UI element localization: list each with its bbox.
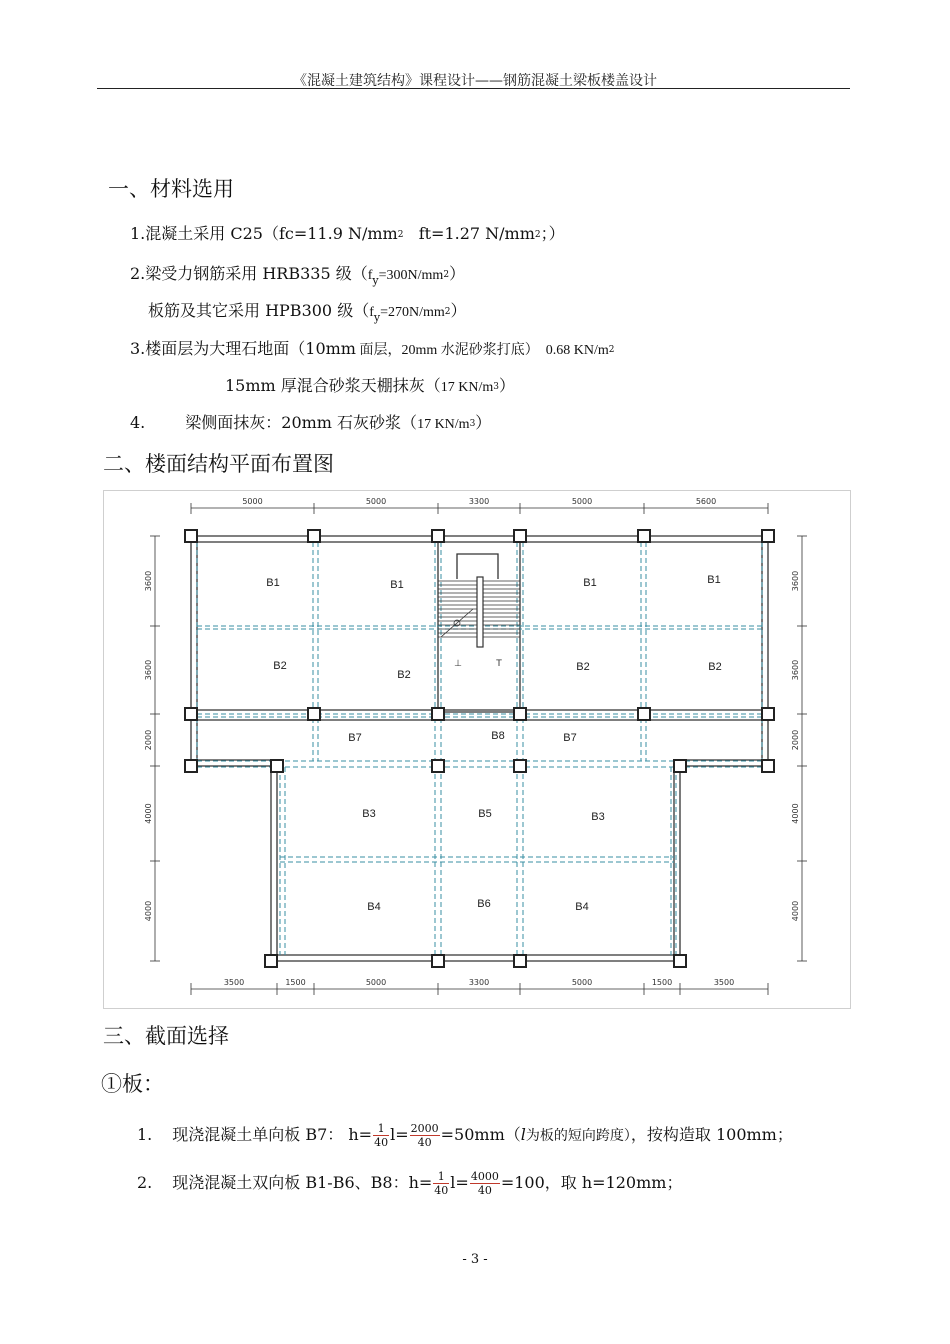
slab-label-b1c: B1 [583, 577, 597, 589]
twoway-l: l= [450, 1173, 469, 1192]
twoway-result: =100，取 h=120mm； [500, 1173, 683, 1192]
slab-label-b1d: B1 [707, 574, 721, 586]
item-plaster-text: 梁侧面抹灰：20mm 石灰砂浆（ [185, 413, 418, 432]
stair-handrail [477, 577, 483, 647]
slab-label-b2d: B2 [708, 661, 722, 673]
item-ceiling-val: 17 KN/m [440, 380, 494, 395]
column [432, 530, 444, 542]
column [265, 955, 277, 967]
oneway-frac-1: $\frac{1}{40}$ [374, 1122, 389, 1149]
column [762, 530, 774, 542]
item-beam-rebar-val: =300N/mm [378, 268, 444, 283]
slab-label-b6: B6 [477, 898, 491, 910]
slab-label-b7b: B7 [563, 732, 577, 744]
column [432, 955, 444, 967]
slab-label-b1a: B1 [266, 577, 280, 589]
bottom-dim-label: 1500 [651, 978, 673, 987]
stair-mark-up: ⊥ [454, 659, 462, 669]
slab-label-b2c: B2 [576, 661, 590, 673]
item-slab-rebar-sup: 2 [444, 307, 451, 317]
item-floor-val: 0.68 KN/m [538, 343, 609, 358]
column [185, 530, 197, 542]
item-plaster-val: 17 KN/m [417, 417, 470, 432]
column [514, 760, 526, 772]
column [762, 760, 774, 772]
oneway-l-italic: l [520, 1125, 526, 1144]
slab-label-b2b: B2 [397, 669, 411, 681]
item-beam-rebar-fsub: y [372, 274, 379, 287]
column [514, 708, 526, 720]
right-dim-label: 3600 [791, 570, 800, 592]
column [185, 708, 197, 720]
slab-label-b8: B8 [491, 730, 505, 742]
item-slab-rebar-prefix: 板筋及其它采用 HPB300 级（ [148, 301, 370, 320]
column [271, 760, 283, 772]
item-concrete-sup1: 2 [397, 230, 404, 240]
item-plaster-num: 4. [130, 413, 146, 432]
item-concrete-mid: ft=1.27 N/mm [403, 224, 535, 243]
slab-label-b3a: B3 [362, 808, 376, 820]
bottom-dim-label: 3500 [713, 978, 735, 987]
page-header: 《混凝土建筑结构》课程设计——钢筋混凝土梁板楼盖设计 [293, 73, 657, 89]
item-concrete [130, 221, 565, 244]
oneway-l: l= [390, 1125, 409, 1144]
right-dim-label: 3600 [791, 659, 800, 681]
header-rule [97, 88, 850, 89]
slab-label-b3b: B3 [591, 811, 605, 823]
bottom-dim-label: 3500 [223, 978, 245, 987]
column [308, 530, 320, 542]
left-dim-label: 4000 [144, 900, 153, 922]
left-dim-label: 3600 [144, 659, 153, 681]
item-ceiling-suffix: ） [499, 376, 516, 395]
twoway-frac-2: $\frac{4000}{40}$ [470, 1170, 499, 1197]
item-ceiling [225, 373, 515, 396]
top-dim-label: 5000 [365, 497, 387, 506]
twoway-frac-1: $\frac{1}{40}$ [434, 1170, 449, 1197]
item-beam-rebar-sup: 2 [443, 270, 450, 280]
oneway-num: 1. [137, 1125, 153, 1144]
column [185, 760, 197, 772]
column [638, 530, 650, 542]
slab-label-b7a: B7 [348, 732, 362, 744]
column [432, 760, 444, 772]
top-dim-label: 5000 [242, 497, 263, 506]
left-dim-label: 2000 [144, 729, 153, 751]
column [674, 760, 686, 772]
item-floor-sup: 2 [608, 345, 615, 355]
oneway-tail: ，按构造取 100mm； [630, 1125, 793, 1144]
column [638, 708, 650, 720]
item-beam-rebar-f: f [367, 268, 373, 283]
item-concrete-prefix: 1.混凝土采用 C25（fc=11.9 N/mm [130, 224, 398, 243]
right-dim-label: 4000 [791, 900, 800, 922]
column [762, 708, 774, 720]
item-concrete-suffix: ；） [540, 224, 565, 243]
item-beam-rebar-prefix: 2.梁受力钢筋采用 HRB335 级（ [130, 264, 368, 283]
item-slab-rebar-val: =270N/mm [380, 305, 445, 320]
item-slab-rebar-f: f [369, 305, 374, 320]
section-1-title: 一、材料选用 [108, 177, 234, 201]
floor-plan-frame [103, 490, 851, 1009]
twoway-text: 现浇混凝土双向板 B1-B6、B8：h= [172, 1173, 433, 1192]
item-slab-rebar-suffix: ） [450, 301, 467, 320]
right-dim-label: 4000 [791, 803, 800, 824]
item-floor-finish [130, 336, 615, 359]
item-plaster-suffix: ） [475, 413, 492, 432]
twoway-num: 2. [137, 1173, 153, 1192]
bottom-dim-label: 1500 [285, 978, 306, 987]
slab-label-b5: B5 [478, 808, 492, 820]
column [308, 708, 320, 720]
item-one-way-slab [137, 1122, 793, 1149]
item-ceiling-sup: 3 [493, 382, 500, 392]
slab-label-b4a: B4 [367, 901, 381, 913]
oneway-note: 为板的短向跨度） [525, 1129, 631, 1144]
bottom-dim-label: 5000 [571, 978, 593, 987]
right-dim-label: 2000 [791, 729, 800, 751]
stair-landing [457, 554, 498, 579]
left-dim-label: 4000 [144, 803, 153, 824]
section-3-title: 三、截面选择 [103, 1024, 229, 1048]
top-dim-label: 3300 [468, 497, 490, 506]
item-concrete-sup2: 2 [534, 230, 541, 240]
oneway-text: 现浇混凝土单向板 B7： h= [172, 1125, 373, 1144]
item-slab-rebar [148, 298, 467, 324]
subsection-slab: ①板： [101, 1072, 164, 1096]
item-floor-prefix: 3.楼面层为大理石地面（10mm [130, 339, 356, 358]
top-dim-label: 5000 [571, 497, 593, 506]
item-beam-plaster [130, 410, 491, 433]
item-beam-rebar-suffix: ） [449, 264, 466, 283]
column [514, 530, 526, 542]
item-plaster-sup: 3 [469, 419, 476, 429]
item-ceiling-text: 15mm 厚混合砂浆天棚抹灰（ [225, 376, 441, 395]
column [674, 955, 686, 967]
bottom-dim-label: 5000 [365, 978, 387, 987]
oneway-frac-2: $\frac{2000}{40}$ [410, 1122, 439, 1149]
floor-plan-drawing [104, 491, 850, 1008]
top-dim-label: 5600 [695, 497, 717, 506]
item-floor-mid: 面层，20mm 水泥砂浆打底） [355, 343, 539, 358]
page-number: - 3 - [462, 1252, 488, 1267]
column [432, 708, 444, 720]
item-slab-rebar-fsub: y [373, 311, 381, 324]
oneway-result: =50mm（ [440, 1125, 521, 1144]
left-dim-label: 3600 [144, 570, 153, 592]
stair-mark-down: T [496, 659, 502, 669]
column [514, 955, 526, 967]
item-beam-rebar [130, 261, 465, 287]
item-two-way-slab [137, 1170, 682, 1197]
section-2-title: 二、楼面结构平面布置图 [103, 452, 334, 476]
bottom-dim-label: 3300 [468, 978, 490, 987]
slab-label-b4b: B4 [575, 901, 589, 913]
slab-label-b2a: B2 [273, 660, 287, 672]
slab-label-b1b: B1 [390, 579, 404, 591]
